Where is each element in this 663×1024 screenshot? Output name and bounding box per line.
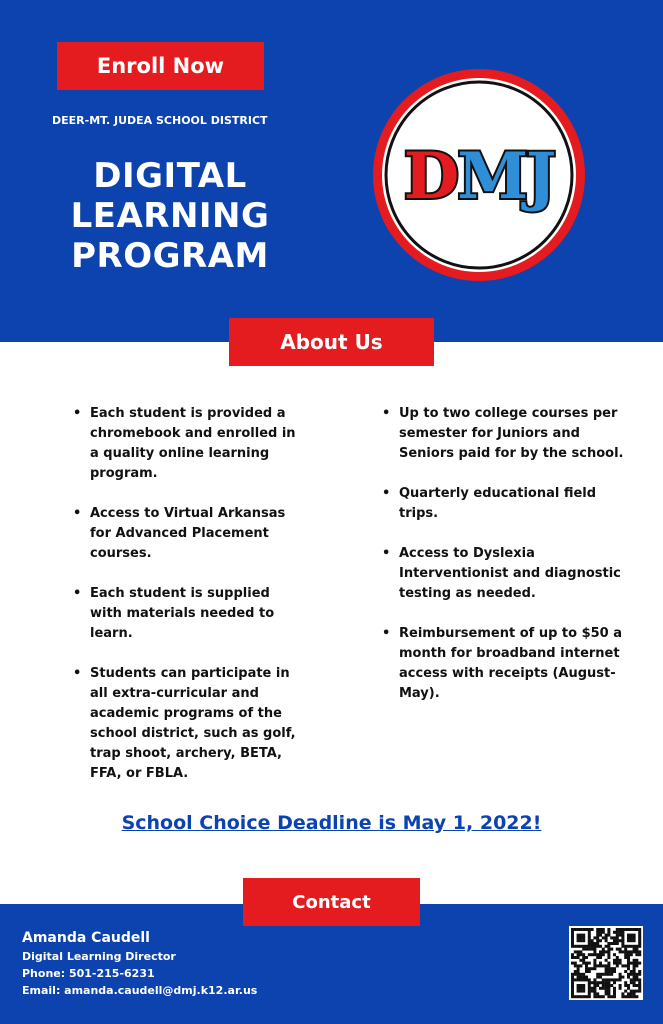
svg-text:DMJ (404, 139, 555, 214)
title-line: PROGRAM (71, 236, 269, 276)
qr-code-icon[interactable] (569, 926, 643, 1000)
logo-letter: D (403, 139, 458, 214)
contact-email[interactable]: Email: amanda.caudell@dmj.k12.ar.us (22, 984, 258, 997)
title-line: DIGITAL (93, 156, 247, 196)
list-item: • Access to Virtual Arkansas for Advanced Placement courses. (90, 504, 305, 564)
list-item: • Reimbursement of up to $50 a month for broadband internet access with receipts (August-May). (399, 624, 624, 704)
about-list-right (381, 404, 624, 724)
enroll-now-button[interactable]: Enroll Now (57, 42, 264, 90)
title-line: LEARNING (70, 196, 270, 236)
list-item: • Access to Dyslexia Interventionist and diagnostic testing as needed. (399, 544, 624, 604)
about-list-left (72, 404, 305, 804)
contact-role: Digital Learning Director (22, 950, 176, 963)
contact-heading: Contact (243, 878, 420, 926)
contact-info (22, 928, 257, 999)
about-us-heading: About Us (229, 318, 434, 366)
district-name: DEER-MT. JUDEA SCHOOL DISTRICT (52, 114, 268, 127)
list-item: • Up to two college courses per semester for Juniors and Seniors paid for by the school. (399, 404, 624, 464)
logo-letter: J (526, 139, 555, 214)
contact-name: Amanda Caudell (22, 930, 150, 946)
logo-letter: M (457, 139, 527, 214)
page-title (40, 156, 300, 276)
contact-phone: Phone: 501-215-6231 (22, 967, 155, 980)
list-item: • Each student is supplied with materials needed to learn. (90, 584, 305, 644)
list-item: • Quarterly educational field trips. (399, 484, 624, 524)
deadline-link[interactable]: School Choice Deadline is May 1, 2022! (121, 812, 542, 834)
list-item: • Students can participate in all extra-curricular and academic programs of the school district, such as golf, trap shoot, archery, BETA, FFA, or FBLA. (90, 664, 305, 784)
dmj-logo (372, 68, 586, 282)
list-item: • Each student is provided a chromebook and enrolled in a quality online learning program. (90, 404, 305, 484)
